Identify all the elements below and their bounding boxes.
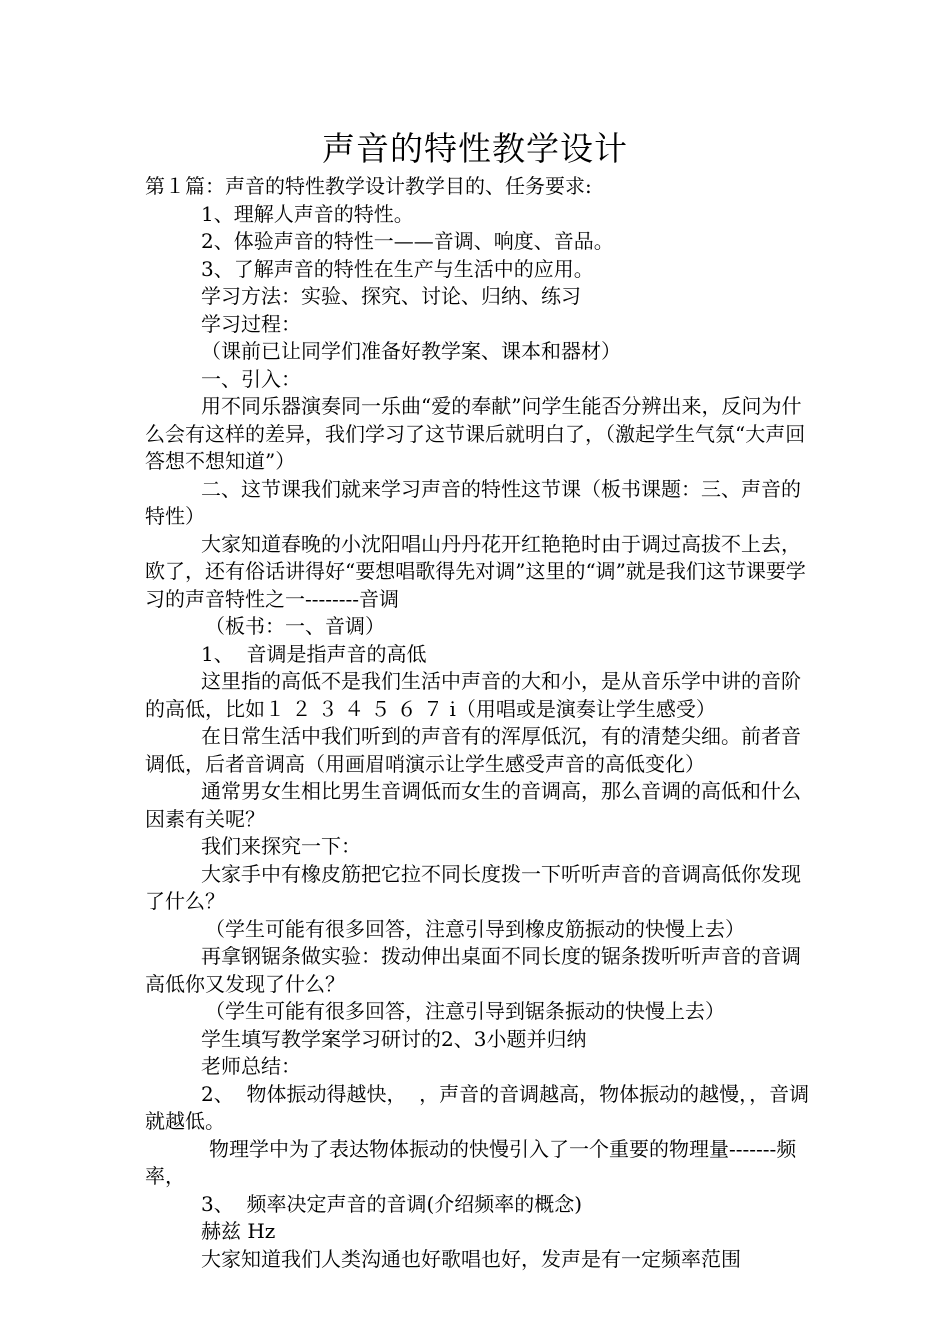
paragraph: （学生可能有很多回答，注意引导到橡皮筋振动的快慢上去）	[205, 916, 745, 941]
paragraph: 大家手中有橡皮筋把它拉不同长度拨一下听听声音的音调高低你发现了什么？	[145, 861, 801, 913]
paragraph: 赫兹 Hz	[201, 1219, 276, 1243]
paragraph: 一、引入：	[201, 366, 301, 391]
paragraph: （学生可能有很多回答，注意引导到锯条振动的快慢上去）	[205, 999, 725, 1023]
document-body	[145, 173, 810, 1273]
paragraph: 2、 物体振动得越快， ，声音的音调越高，物体振动的越慢，，音调就越低。	[145, 1081, 810, 1133]
paragraph: 第１篇：声音的特性教学设计教学目的、任务要求:	[145, 174, 592, 198]
paragraph: 1、 音调是指声音的高低	[201, 641, 427, 666]
paragraph: 学习方法：实验、探究、讨论、归纳、练习	[201, 284, 581, 308]
paragraph: 学生填写教学案学习研讨的2、3小题并归纳	[201, 1026, 587, 1051]
paragraph: 通常男女生相比男生音调低而女生的音调高，那么音调的高低和什么因素有关呢？	[145, 779, 801, 831]
paragraph: 学习过程：	[201, 311, 301, 336]
paragraph: 用不同乐器演奏同一乐曲“爱的奉献”问学生能否分辨出来，反问为什么会有这样的差异，我们学习了这节课后就明白了，（激起学生气氛“大声回答想不想知道”）	[145, 394, 806, 473]
paragraph: 再拿钢锯条做实验：拨动伸出桌面不同长度的锯条拨听听声音的音调高低你又发现了什么？	[145, 944, 801, 996]
paragraph: 大家知道春晚的小沈阳唱山丹丹花开红艳艳时由于调过高拔不上去，欧了，还有俗话讲得好“要想唱歌得先对调”这里的“调”就是我们这节课要学习的声音特性之一--------音调	[145, 531, 806, 611]
paragraph: 3、了解声音的特性在生产与生活中的应用。	[201, 256, 594, 281]
paragraph: 物理学中为了表达物体振动的快慢引入了一个重要的物理量-------频率，	[145, 1136, 797, 1188]
paragraph: 大家知道我们人类沟通也好歌唱也好，发声是有一定频率范围	[201, 1246, 741, 1271]
paragraph: 1、理解人声音的特性。	[201, 201, 414, 226]
paragraph: 在日常生活中我们听到的声音有的浑厚低沉，有的清楚尖细。前者音调低，后者音调高（用画眉哨演示让学生感受声音的高低变化）	[145, 724, 801, 776]
paragraph: （课前已让同学们准备好教学案、课本和器材）	[201, 339, 621, 363]
paragraph: 这里指的高低不是我们生活中声音的大和小，是从音乐学中讲的音阶的高低，比如１ ２ ３ ４ ５ ６ ７ i（用唱或是演奏让学生感受）	[145, 669, 801, 721]
paragraph: 老师总结：	[201, 1054, 301, 1078]
paragraph: 2、体验声音的特性一——音调、响度、音品。	[201, 229, 614, 253]
paragraph: 3、 频率决定声音的音调(介绍频率的概念)	[201, 1191, 583, 1216]
paragraph: 二、这节课我们就来学习声音的特性这节课（板书课题：三、声音的特性）	[145, 476, 801, 528]
paragraph: （板书：一、音调）	[205, 614, 385, 638]
paragraph: 我们来探究一下：	[201, 834, 361, 858]
document-title: 声音的特性教学设计	[322, 129, 628, 168]
